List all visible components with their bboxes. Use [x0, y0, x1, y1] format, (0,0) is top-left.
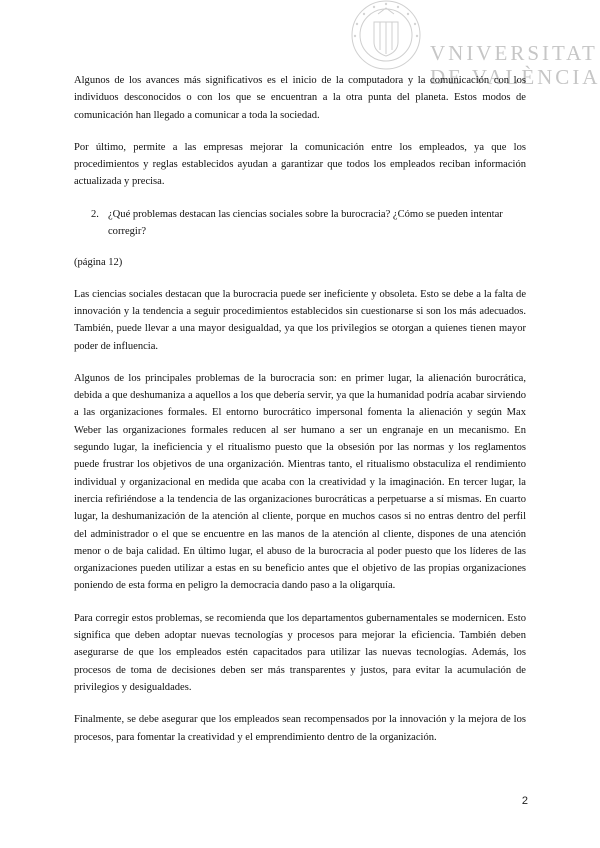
- paragraph-bureaucracy-inefficiency: Las ciencias sociales destacan que la burocracia puede ser ineficiente y obsoleta. Esto se debe a la falta de innovación y la tendencia a seguir procedimientos establecidos sin cuestionarse si son los más adecuados. También, puede llevar a una mayor desigualdad, ya que los privilegios se otorgan a quienes tienen mayor poder de influencia.: [74, 288, 526, 352]
- question-number: 2.: [91, 208, 99, 220]
- paragraph-computing-advances: Algunos de los avances más significativos es el inicio de la computadora y la comunicación con los individuos desconocidos o con los que se encuentran a la otra punta del planeta. Estos modos de comunicación han llegado a comunicar a toda la sociedad.: [74, 75, 526, 121]
- paragraph-bureaucracy-problems: Algunos de los principales problemas de la burocracia son: en primer lugar, la alienación burocrática, debida a que deshumaniza a aquellos a los que debería servir, ya que la humanidad podría acabar sirviendo a las organizaciones formales. El entorno burocrático impersonal fomenta la alienación y según Max Weber las organizaciones formales reducen al ser humano a ser un engranaje en un mecanismo. En segundo lugar, la ineficiencia y el ritualismo puesto que la obsesión por las normas y los reglamentos puede frustrar los objetivos de una organización. Mientras tanto, el ritualismo obstaculiza el rendimiento individual y organizacional en medida que acaba con la creatividad y la imaginación. En tercer lugar, la inercia refiriéndose a la tendencia de las organizaciones burocráticas a perpetuarse a sí mismas. En cuarto lugar, la deshumanización de la atención al cliente, porque en muchos casos si no entras dentro del perfil del administrador o el que se encuentre en las manos de la atención al cliente, dispones de una atención menor o de baja calidad. En último lugar, el abuso de la burocracia al poder puesto que los líderes de las organizaciones pueden utilizar a estas en su beneficio antes que el objetivo de las propias organizaciones poniendo de esta forma en peligro la democracia dando paso a la oligarquía.: [74, 372, 526, 592]
- paragraph-employee-communication: Por último, permite a las empresas mejorar la comunicación entre los empleados, ya que los procedimientos y reglas establecidos ayudan a garantizar que todos los empleados reciban información actualizada y precisa.: [74, 141, 526, 188]
- page-reference: (página 12): [74, 257, 123, 269]
- paragraph-corrections: Para corregir estos problemas, se recomienda que los departamentos gubernamentales se modernicen. Esto significa que deben adoptar nuevas tecnologías y procesos para mejorar la eficiencia. También deben asegurarse de que los empleados estén capacitados para utilizar las nuevas tecnologías. Además, los procesos de toma de decisiones deben ser más transparentes y justos, para evitar la acumulación de privilegios y desigualdades.: [74, 612, 526, 693]
- page-number: 2: [521, 795, 528, 807]
- question-text: ¿Qué problemas destacan las ciencias sociales sobre la burocracia? ¿Cómo se pueden intentar corregir?: [108, 208, 503, 238]
- paragraph-conclusion: Finalmente, se debe asegurar que los empleados sean recompensados por la innovación y la mejora de los procesos, para fomentar la creatividad y el emprendimiento dentro de la organización.: [74, 714, 526, 743]
- logo-text-line2: DE VALÈNCIA: [430, 65, 600, 84]
- document-body: [74, 72, 526, 761]
- logo-text-line1: VNIVERSITAT: [430, 41, 598, 65]
- question-list-item: [74, 206, 526, 241]
